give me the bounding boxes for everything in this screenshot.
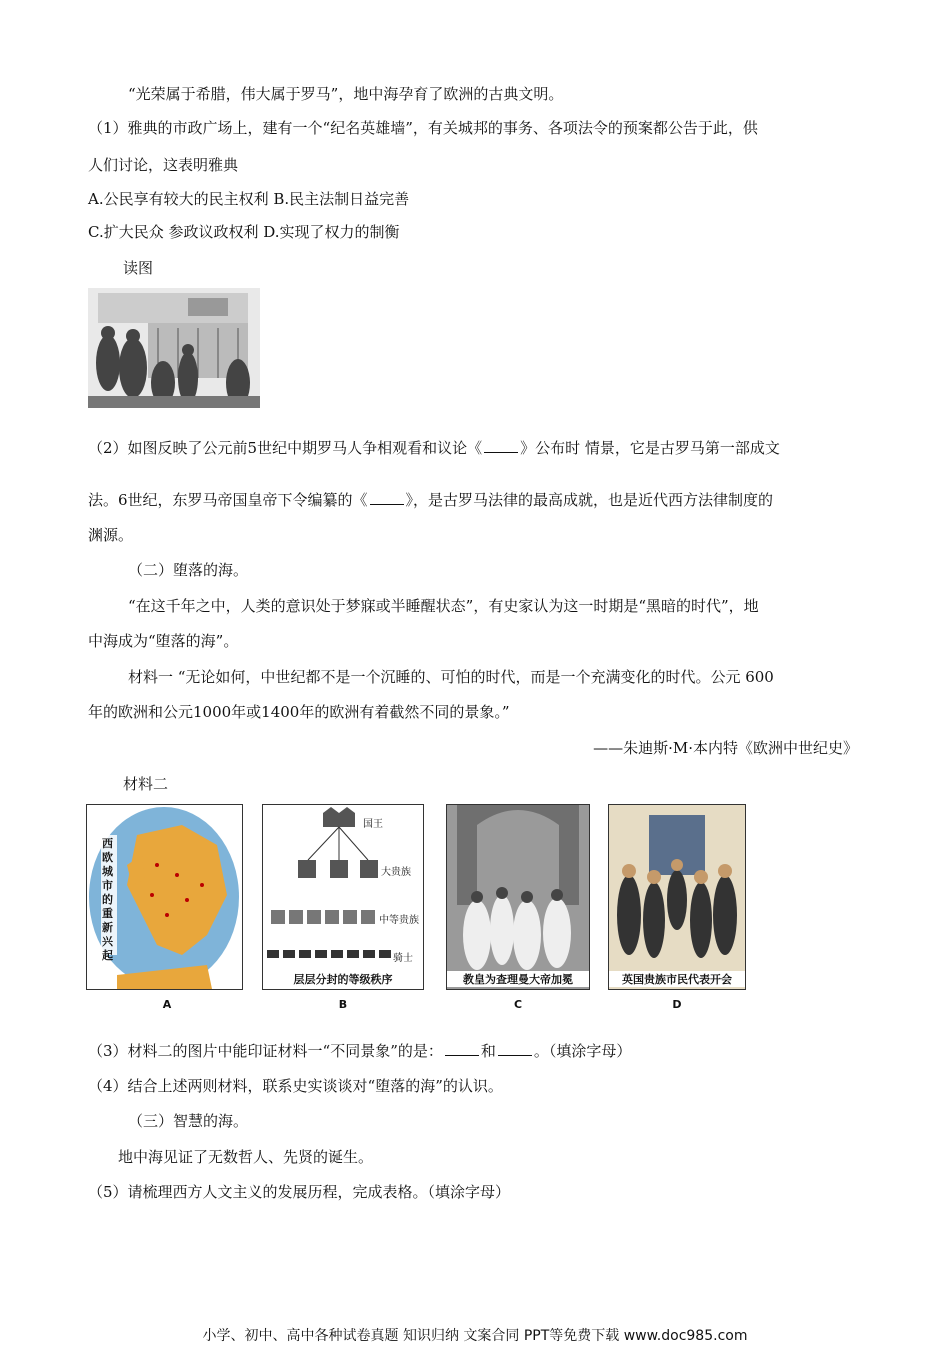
answer-blank-3b[interactable]: [498, 1041, 532, 1056]
answer-blank-law2[interactable]: [370, 490, 404, 505]
picture-d-text: 英国贵族市民代表开会: [609, 971, 745, 987]
page-footer: 小学、初中、高中各种试卷真题 知识归纳 文案合同 PPT等免费下载 www.doc985.com: [202, 1328, 748, 1344]
question-2-part2: 》公布时 情景，它是古罗马第一部成文: [520, 439, 780, 457]
material-2-label: 材料二: [123, 775, 169, 793]
answer-blank-3a[interactable]: [445, 1041, 479, 1056]
question-1: （1）雅典的市政广场上，建有一个“纪名英雄墙”，有关城邦的事务、各项法令的预案都公告于此，供: [88, 119, 758, 137]
option-cd: C.扩大民众 参政议政权利 D.实现了权力的制衡: [88, 223, 400, 241]
question-3: [88, 1041, 631, 1061]
material-1-cont: 年的欧洲和公元1000年或1400年的欧洲有着截然不同的景象。”: [88, 703, 510, 721]
question-3-part3: 。（填涂字母）: [533, 1042, 632, 1060]
section-2-intro: “在这千年之中，人类的意识处于梦寐或半睡醒状态”，有史家认为这一时期是“黑暗的时代”，地: [128, 597, 759, 615]
picture-b-mid: 中等贵族: [379, 915, 419, 926]
picture-d-parliament: [608, 804, 746, 990]
picture-a-caption: A: [162, 998, 172, 1011]
roman-law-engraving: [88, 288, 260, 408]
section-2-heading: （二）堕落的海。: [128, 561, 249, 579]
picture-a-map: [86, 804, 243, 990]
question-2-part4: 》，是古罗马法律的最高成就，也是近代西方法律制度的: [405, 491, 774, 509]
picture-b-king: 国王: [363, 819, 383, 830]
question-2-end: 渊源。: [88, 526, 134, 544]
question-2: [88, 438, 780, 458]
picture-b-caption: B: [338, 998, 348, 1011]
question-2-part1: （2）如图反映了公元前5世纪中期罗马人争相观看和议论《: [88, 439, 483, 457]
question-1-cont: 人们讨论，这表明雅典: [88, 156, 239, 174]
picture-b-knight: 骑士: [393, 953, 413, 964]
option-ab: A.公民享有较大的民主权利 B.民主法制日益完善: [88, 190, 410, 208]
read-figure-label: 读图: [123, 259, 154, 277]
picture-c-coronation: [446, 804, 590, 990]
question-4: （4）结合上述两则材料，联系史实谈谈对“堕落的海”的认识。: [88, 1077, 503, 1095]
picture-c-text: 教皇为查理曼大帝加冕: [447, 971, 589, 987]
picture-b-hierarchy: [262, 804, 424, 990]
material-1: 材料一 “无论如何，中世纪都不是一个沉睡的、可怕的时代，而是一个充满变化的时代。公元 600: [128, 668, 774, 686]
answer-blank-law1[interactable]: [484, 438, 518, 453]
picture-b-text: 层层分封的等级秩序: [263, 971, 423, 987]
picture-d-caption: D: [672, 998, 682, 1011]
question-3-part2: 和: [480, 1042, 496, 1060]
material-1-source: ——朱迪斯·M·本内特《欧洲中世纪史》: [593, 739, 858, 757]
question-5: （5）请梳理西方人文主义的发展历程，完成表格。（填涂字母）: [88, 1183, 511, 1201]
section-2-intro-cont: 中海成为“堕落的海”。: [88, 632, 239, 650]
question-2-cont: [88, 490, 773, 510]
question-3-part1: （3）材料二的图片中能印证材料一“不同景象”的是：: [88, 1042, 443, 1060]
question-2-part3: 法。6世纪，东罗马帝国皇帝下令编纂的《: [88, 491, 368, 509]
section-3-heading: （三）智慧的海。: [128, 1112, 249, 1130]
intro-line: “光荣属于希腊，伟大属于罗马”，地中海孕育了欧洲的古典文明。: [128, 85, 564, 103]
section-3-intro: 地中海见证了无数哲人、先贤的诞生。: [118, 1148, 374, 1166]
picture-b-noble: 大贵族: [381, 867, 411, 878]
picture-a-text: 西欧城市的重新兴起: [102, 837, 113, 962]
picture-c-caption: C: [513, 998, 523, 1011]
